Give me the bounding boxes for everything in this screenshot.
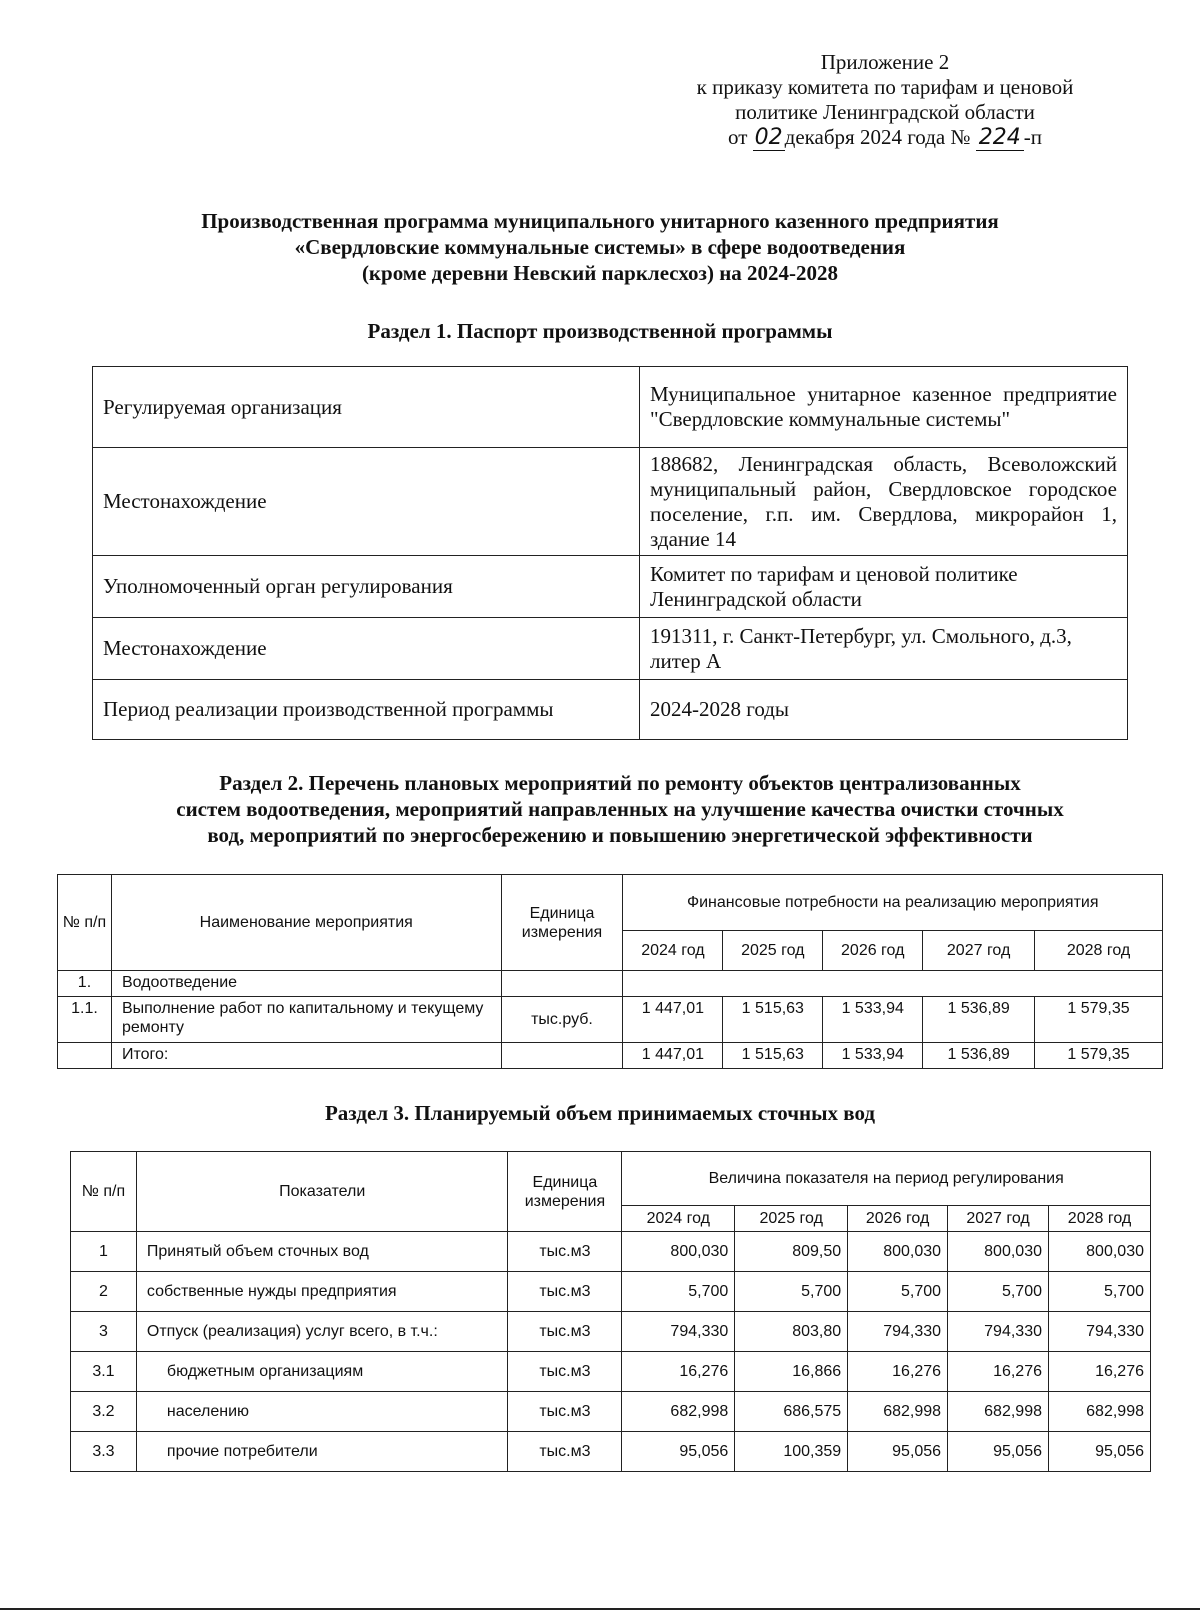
col-header-year: 2028 год bbox=[1035, 931, 1163, 971]
page-bottom-rule bbox=[0, 1608, 1200, 1610]
row-value: 5,700 bbox=[848, 1272, 948, 1312]
wastewater-volume-table bbox=[70, 1151, 1151, 1472]
row-value: 100,359 bbox=[735, 1432, 848, 1472]
row-value: 1 536,89 bbox=[923, 1043, 1035, 1069]
row-value: 1 533,94 bbox=[823, 1043, 923, 1069]
col-header-num: № п/п bbox=[58, 875, 112, 971]
row-value: 16,276 bbox=[848, 1352, 948, 1392]
passport-value: 191311, г. Санкт-Петербург, ул. Смольного, д.3, литер А bbox=[640, 618, 1128, 680]
section2-heading-line-2: систем водоотведения, мероприятий направленных на улучшение качества очистки сточных bbox=[176, 797, 1064, 821]
table-row bbox=[93, 618, 1128, 680]
row-value: 16,276 bbox=[1049, 1352, 1151, 1392]
row-value: 1 533,94 bbox=[823, 997, 923, 1043]
col-header-unit: Единица измерения bbox=[501, 875, 623, 971]
table-row bbox=[93, 680, 1128, 740]
row-value: 5,700 bbox=[948, 1272, 1049, 1312]
section3-heading-text: Раздел 3. Планируемый объем принимаемых сточных вод bbox=[324, 1101, 876, 1125]
row-num: 3.2 bbox=[71, 1392, 137, 1432]
row-name: населению bbox=[136, 1392, 508, 1432]
row-value: 682,998 bbox=[948, 1392, 1049, 1432]
row-value: 1 579,35 bbox=[1035, 997, 1163, 1043]
row-value: 16,866 bbox=[735, 1352, 848, 1392]
row-unit bbox=[501, 971, 623, 997]
row-value: 686,575 bbox=[735, 1392, 848, 1432]
row-value: 5,700 bbox=[622, 1272, 735, 1312]
row-name: Принятый объем сточных вод bbox=[136, 1232, 508, 1272]
row-name: прочие потребители bbox=[136, 1432, 508, 1472]
table-row bbox=[93, 448, 1128, 556]
table-header-row bbox=[71, 1152, 1151, 1206]
appendix-header bbox=[640, 50, 1130, 151]
passport-value: 2024-2028 годы bbox=[640, 680, 1128, 740]
col-header-year: 2025 год bbox=[735, 1206, 848, 1232]
col-header-year: 2025 год bbox=[723, 931, 823, 971]
passport-label: Регулируемая организация bbox=[93, 367, 640, 448]
row-value: 1 447,01 bbox=[623, 1043, 723, 1069]
row-unit: тыс.м3 bbox=[508, 1392, 622, 1432]
row-value: 800,030 bbox=[622, 1232, 735, 1272]
row-value: 95,056 bbox=[1049, 1432, 1151, 1472]
row-num: 3.1 bbox=[71, 1352, 137, 1392]
section2-heading-line-1: Раздел 2. Перечень плановых мероприятий по ремонту объектов централизованных bbox=[219, 771, 1021, 795]
col-header-year: 2026 год bbox=[848, 1206, 948, 1232]
section2-heading bbox=[90, 770, 1150, 848]
passport-label: Местонахождение bbox=[93, 448, 640, 556]
row-num bbox=[58, 1043, 112, 1069]
title-line-1: Производственная программа муниципального унитарного казенного предприятия bbox=[201, 209, 999, 233]
passport-table bbox=[92, 366, 1128, 740]
row-value: 682,998 bbox=[848, 1392, 948, 1432]
date-middle: декабря 2024 года № bbox=[784, 125, 971, 149]
table-row bbox=[71, 1232, 1151, 1272]
section2-heading-line-3: вод, мероприятий по энергосбережению и повышению энергетической эффективности bbox=[207, 823, 1033, 847]
row-value: 1 515,63 bbox=[723, 1043, 823, 1069]
row-values-empty bbox=[623, 971, 1163, 997]
row-name: Отпуск (реализация) услуг всего, в т.ч.: bbox=[136, 1312, 508, 1352]
date-suffix: -п bbox=[1023, 125, 1042, 149]
handwritten-order-number: 224 bbox=[976, 125, 1024, 151]
row-value: 95,056 bbox=[948, 1432, 1049, 1472]
col-header-year: 2024 год bbox=[623, 931, 723, 971]
col-header-year: 2026 год bbox=[823, 931, 923, 971]
handwritten-day: 02 bbox=[754, 125, 783, 150]
row-num: 3 bbox=[71, 1312, 137, 1352]
table-row bbox=[58, 997, 1163, 1043]
row-value: 95,056 bbox=[848, 1432, 948, 1472]
row-value: 794,330 bbox=[1049, 1312, 1151, 1352]
row-value: 1 579,35 bbox=[1035, 1043, 1163, 1069]
table-row bbox=[93, 556, 1128, 618]
row-name: Водоотведение bbox=[111, 971, 501, 997]
row-value: 1 515,63 bbox=[723, 997, 823, 1043]
row-unit: тыс.руб. bbox=[501, 997, 623, 1043]
row-unit: тыс.м3 bbox=[508, 1232, 622, 1272]
row-unit: тыс.м3 bbox=[508, 1312, 622, 1352]
passport-value: 188682, Ленинградская область, Всеволожский муниципальный район, Свердловское городское поселение, г.п. им. Свердлова, микрорайон 1, здание 14 bbox=[640, 448, 1128, 556]
row-name: собственные нужды предприятия bbox=[136, 1272, 508, 1312]
row-value: 1 447,01 bbox=[623, 997, 723, 1043]
row-unit bbox=[501, 1043, 623, 1069]
title-line-2: «Свердловские коммунальные системы» в сфере водоотведения bbox=[294, 235, 906, 259]
table-header-row bbox=[58, 875, 1163, 931]
row-value: 794,330 bbox=[622, 1312, 735, 1352]
row-value: 800,030 bbox=[1049, 1232, 1151, 1272]
measures-table bbox=[57, 874, 1163, 1069]
passport-value: Комитет по тарифам и ценовой политике Ленинградской области bbox=[640, 556, 1128, 618]
row-name: Итого: bbox=[111, 1043, 501, 1069]
table-row bbox=[93, 367, 1128, 448]
col-header-financial-needs: Финансовые потребности на реализацию мероприятия bbox=[623, 875, 1163, 931]
row-unit: тыс.м3 bbox=[508, 1352, 622, 1392]
table-row bbox=[71, 1312, 1151, 1352]
table-row bbox=[71, 1272, 1151, 1312]
row-name: Выполнение работ по капитальному и текущему ремонту bbox=[111, 997, 501, 1043]
row-unit: тыс.м3 bbox=[508, 1272, 622, 1312]
appendix-date-line bbox=[640, 125, 1130, 151]
appendix-region-line: политике Ленинградской области bbox=[735, 100, 1035, 124]
section1-heading bbox=[60, 318, 1140, 344]
document-title bbox=[60, 208, 1140, 286]
row-value: 800,030 bbox=[948, 1232, 1049, 1272]
passport-value: Муниципальное унитарное казенное предприятие "Свердловские коммунальные системы" bbox=[640, 367, 1128, 448]
col-header-name: Наименование мероприятия bbox=[111, 875, 501, 971]
row-value: 809,50 bbox=[735, 1232, 848, 1272]
col-header-unit: Единица измерения bbox=[508, 1152, 622, 1232]
row-value: 16,276 bbox=[948, 1352, 1049, 1392]
table-row bbox=[71, 1352, 1151, 1392]
col-header-year: 2027 год bbox=[923, 931, 1035, 971]
passport-label: Уполномоченный орган регулирования bbox=[93, 556, 640, 618]
row-unit: тыс.м3 bbox=[508, 1432, 622, 1472]
col-header-period-value: Величина показателя на период регулирования bbox=[622, 1152, 1151, 1206]
title-line-3: (кроме деревни Невский парклесхоз) на 2024-2028 bbox=[361, 261, 839, 285]
appendix-order-line: к приказу комитета по тарифам и ценовой bbox=[696, 75, 1074, 99]
row-value: 16,276 bbox=[622, 1352, 735, 1392]
row-value: 682,998 bbox=[1049, 1392, 1151, 1432]
row-value: 803,80 bbox=[735, 1312, 848, 1352]
row-value: 794,330 bbox=[948, 1312, 1049, 1352]
col-header-year: 2024 год bbox=[622, 1206, 735, 1232]
table-row bbox=[71, 1392, 1151, 1432]
row-value: 1 536,89 bbox=[923, 997, 1035, 1043]
row-value: 800,030 bbox=[848, 1232, 948, 1272]
row-num: 1 bbox=[71, 1232, 137, 1272]
section3-heading bbox=[60, 1100, 1140, 1126]
row-num: 2 bbox=[71, 1272, 137, 1312]
passport-label: Период реализации производственной программы bbox=[93, 680, 640, 740]
col-header-year: 2027 год bbox=[948, 1206, 1049, 1232]
col-header-year: 2028 год bbox=[1049, 1206, 1151, 1232]
section1-heading-text: Раздел 1. Паспорт производственной программы bbox=[367, 319, 833, 343]
table-row-total bbox=[58, 1043, 1163, 1069]
date-prefix: от bbox=[728, 125, 748, 149]
row-num: 1.1. bbox=[58, 997, 112, 1043]
row-value: 794,330 bbox=[848, 1312, 948, 1352]
row-value: 5,700 bbox=[735, 1272, 848, 1312]
row-value: 682,998 bbox=[622, 1392, 735, 1432]
row-value: 5,700 bbox=[1049, 1272, 1151, 1312]
row-num: 1. bbox=[58, 971, 112, 997]
table-row bbox=[71, 1432, 1151, 1472]
col-header-num: № п/п bbox=[71, 1152, 137, 1232]
table-row bbox=[58, 971, 1163, 997]
passport-label: Местонахождение bbox=[93, 618, 640, 680]
row-name: бюджетным организациям bbox=[136, 1352, 508, 1392]
appendix-title: Приложение 2 bbox=[820, 50, 950, 74]
row-value: 95,056 bbox=[622, 1432, 735, 1472]
col-header-indicators: Показатели bbox=[136, 1152, 508, 1232]
row-num: 3.3 bbox=[71, 1432, 137, 1472]
